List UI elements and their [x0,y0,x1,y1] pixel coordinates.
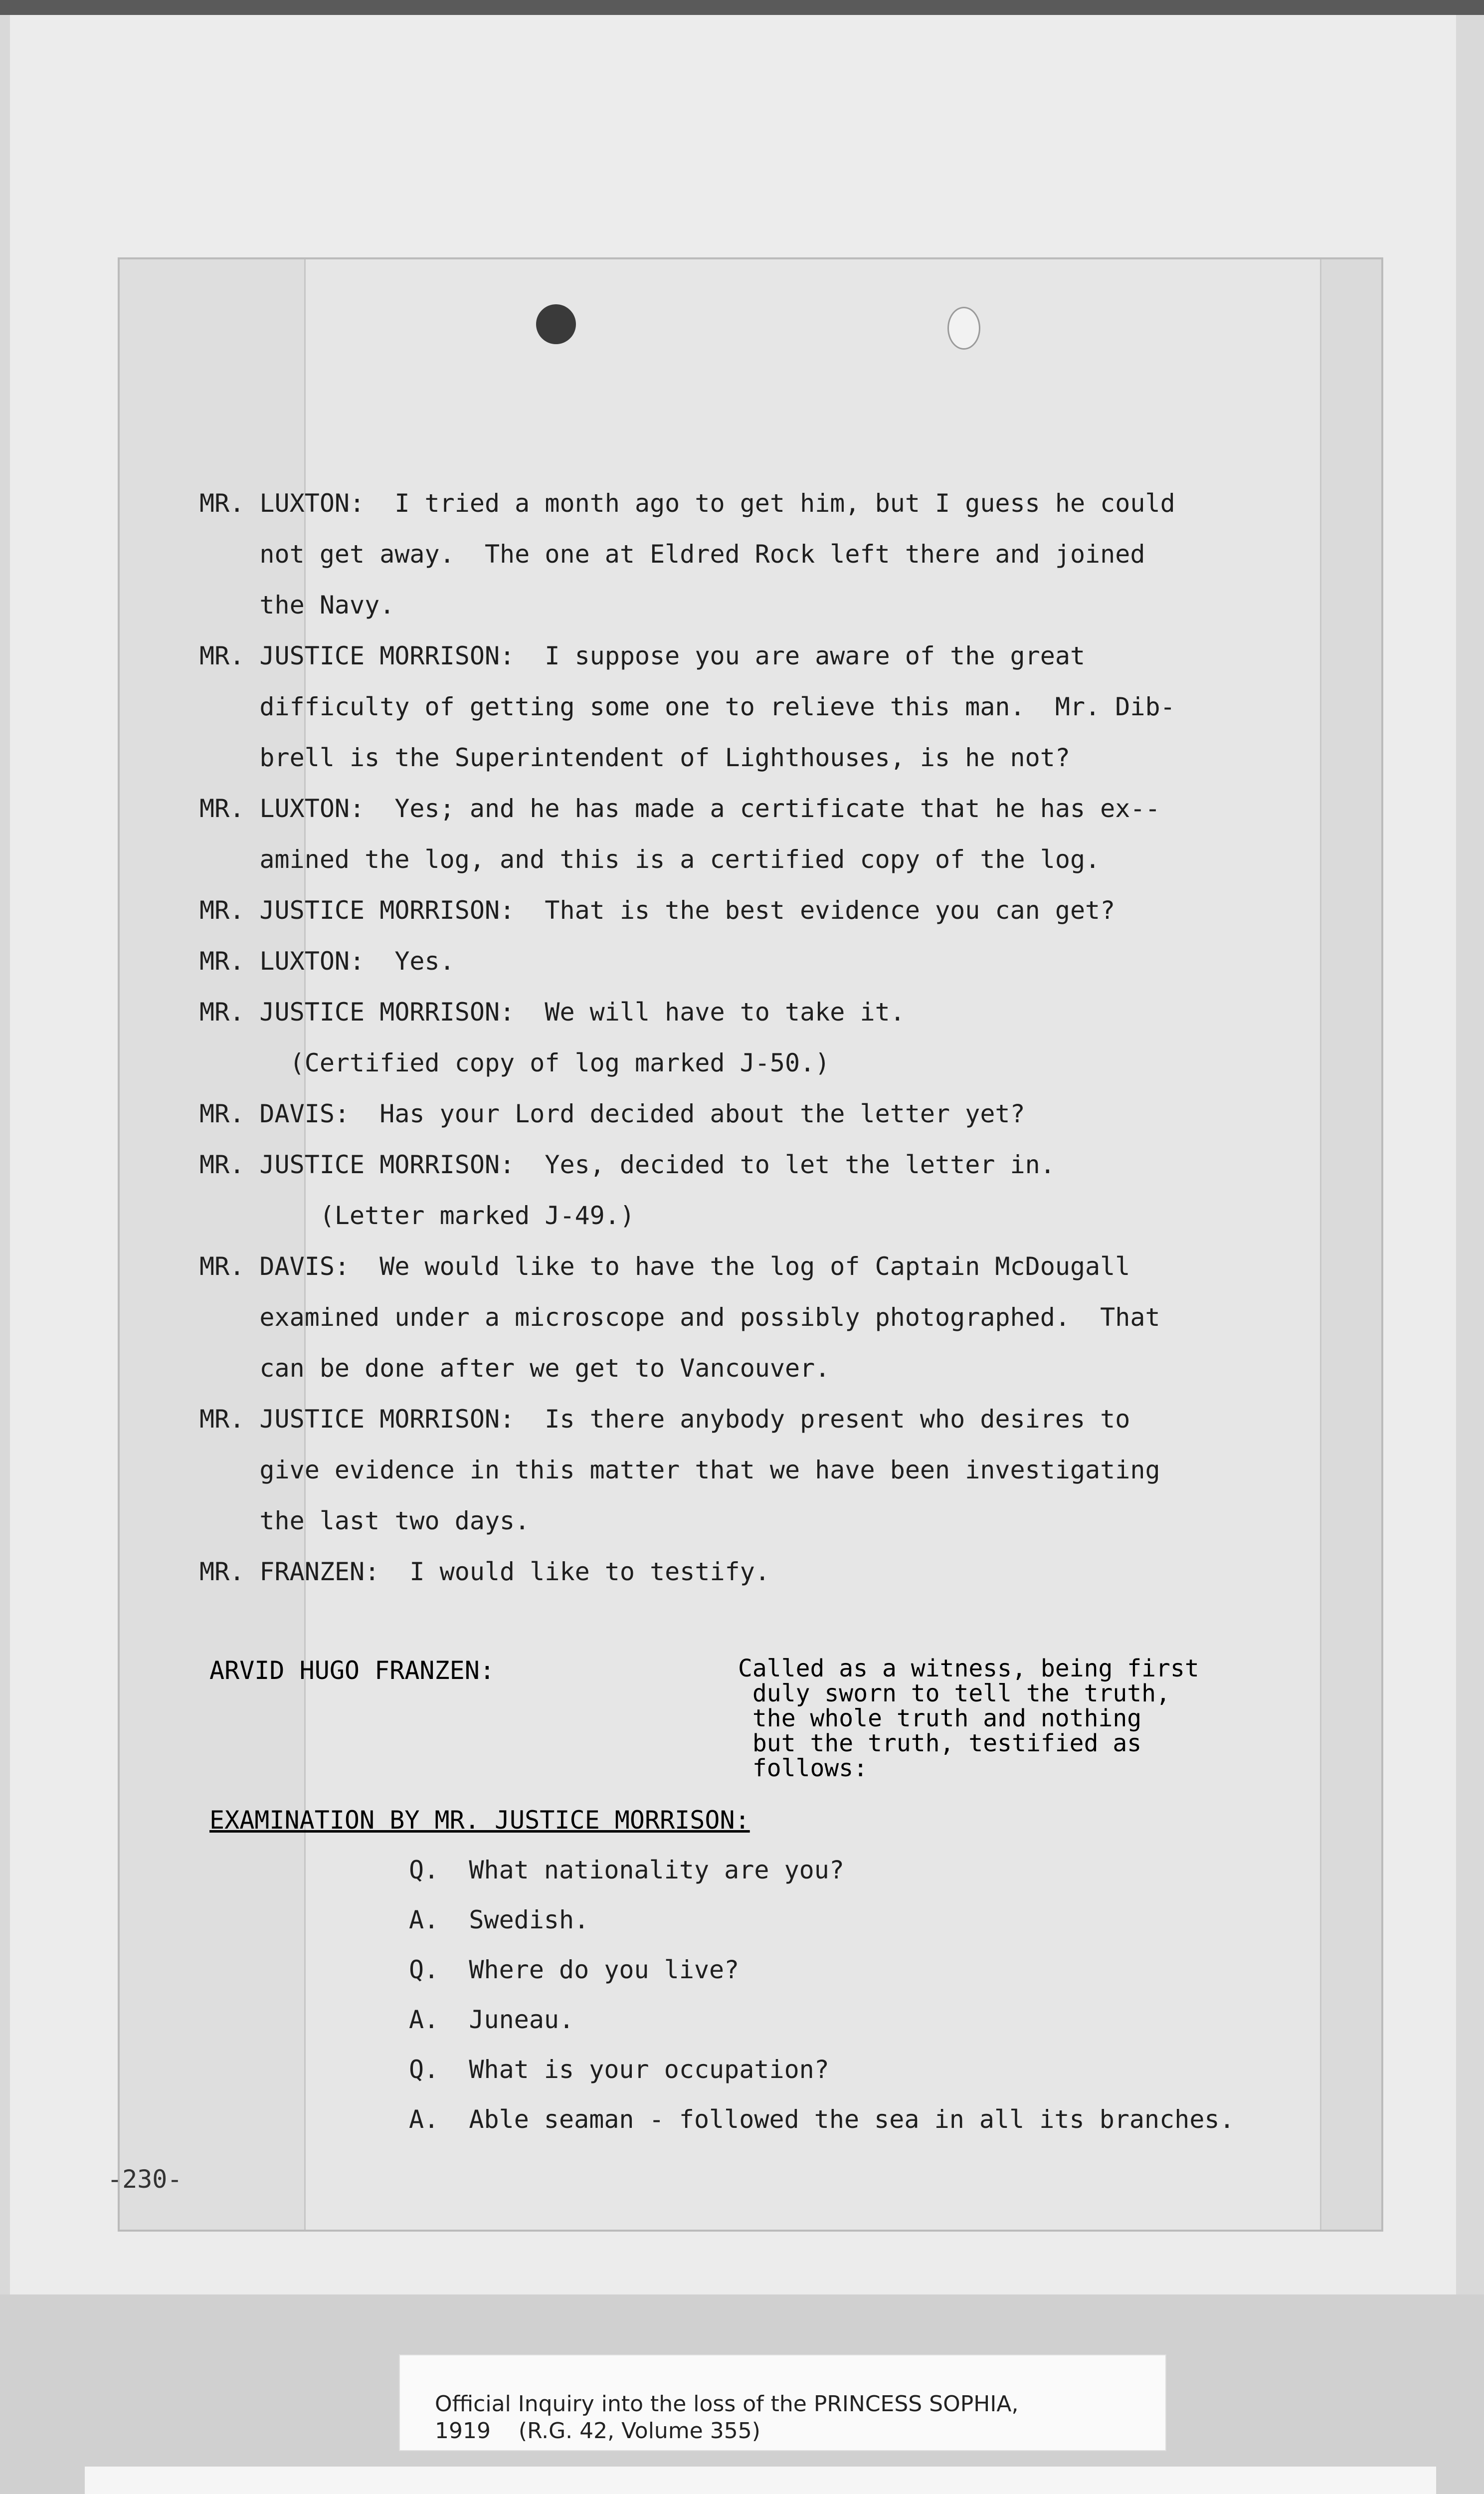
transcript-line: examined under a microscope and possibly photographed. That [199,1303,1160,1332]
transcript-line: (Letter marked J-49.) [199,1201,635,1230]
transcript-line: MR. DAVIS: We would like to have the log of Captain McDougall [199,1252,1130,1281]
transcript-line: MR. JUSTICE MORRISON: Is there anybody present who desires to [199,1405,1130,1434]
page-number: -230- [107,2165,183,2194]
transcript-line: amined the log, and this is a certified copy of the log. [199,845,1101,874]
transcript-line: the Navy. [199,591,395,620]
punch-hole [947,307,980,350]
examination-heading: EXAMINATION BY MR. JUSTICE MORRISON: [209,1806,750,1835]
transcript-line: MR. DAVIS: Has your Lord decided about the letter yet? [199,1099,1025,1128]
transcript-line: can be done after we get to Vancouver. [199,1354,830,1383]
transcript-line: brell is the Superintendent of Lighthouses, is he not? [199,743,1070,772]
caption-line: Official Inquiry into the loss of the PRINCESS SOPHIA, [435,2391,1019,2417]
transcript-line: (Certified copy of log marked J-50.) [199,1048,830,1077]
qa-line: Q. Where do you live? [409,1955,740,1984]
caption-line: 1919 (R.G. 42, Volume 355) [435,2418,760,2444]
page-right-margin [1320,259,1381,2230]
transcript-line: MR. LUXTON: I tried a month ago to get him, but I guess he could [199,489,1175,518]
transcript-line: MR. LUXTON: Yes; and he has made a certificate that he has ex-- [199,794,1160,823]
qa-line: A. Juneau. [409,2005,574,2034]
qa-line: Q. What is your occupation? [409,2055,829,2084]
transcript-line: the last two days. [199,1506,530,1535]
transcript-line: difficulty of getting some one to relieve this man. Mr. Dib- [199,692,1175,721]
transcript-line: MR. JUSTICE MORRISON: That is the best evidence you can get? [199,896,1115,925]
qa-line: Q. What nationality are you? [409,1856,844,1884]
transcript-line: MR. LUXTON: Yes. [199,947,455,976]
witness-sworn-note: Called as a witness, being first duly sworn to tell the truth, the whole truth and nothing but the truth, testified as follows: [738,1655,1199,1782]
transcript-line: MR. FRANZEN: I would like to testify. [199,1557,770,1586]
archive-card [85,2467,1436,2494]
qa-line: A. Able seaman - followed the sea in all its branches. [409,2105,1235,2134]
witness-name: ARVID HUGO FRANZEN: [209,1656,495,1685]
transcript-line: MR. JUSTICE MORRISON: Yes, decided to let the letter in. [199,1150,1055,1179]
transcript-line: not get away. The one at Eldred Rock left there and joined [199,540,1145,569]
archive-caption-label [399,2354,1166,2451]
scan-top-edge [0,0,1484,15]
qa-line: A. Swedish. [409,1905,589,1934]
transcript-line: MR. JUSTICE MORRISON: I suppose you are aware of the great [199,641,1086,670]
punch-hole [536,304,576,344]
transcript-line: MR. JUSTICE MORRISON: We will have to take it. [199,998,905,1027]
transcript-line: give evidence in this matter that we have been investigating [199,1455,1160,1484]
